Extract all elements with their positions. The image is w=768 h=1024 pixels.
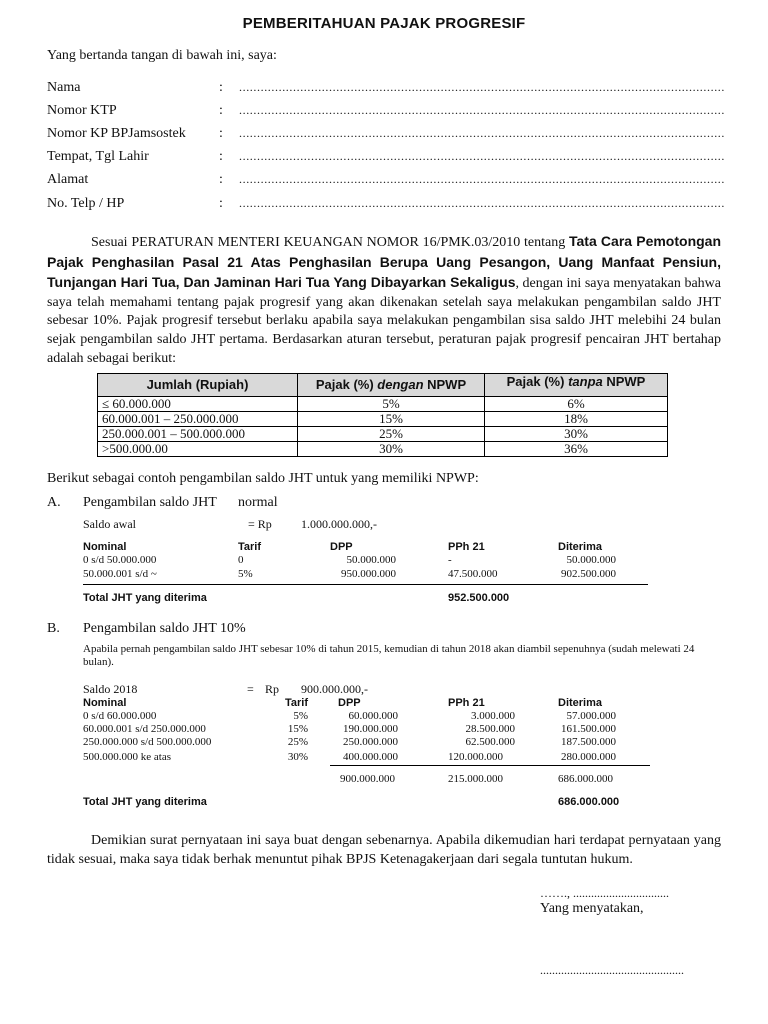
section-b-total-label: Total JHT yang diterima xyxy=(83,796,207,808)
section-b-header-diterima: Diterima xyxy=(558,697,603,709)
header-without-npwp-em: tanpa xyxy=(568,374,603,389)
section-b-row2-nominal: 60.000.001 s/d 250.000.000 xyxy=(83,723,206,735)
section-b-row4-tarif: 30% xyxy=(287,751,308,763)
cell-npwp: 30% xyxy=(298,442,485,457)
cell-non-npwp: 6% xyxy=(485,397,668,412)
field-label: Tempat, Tgl Lahir xyxy=(47,149,149,164)
header-amount: Jumlah (Rupiah) xyxy=(98,374,298,397)
section-b-row4-nominal: 500.000.000 ke atas xyxy=(83,751,171,763)
section-a-header-dpp: DPP xyxy=(330,541,353,553)
cell-non-npwp: 18% xyxy=(485,412,668,427)
field-label: No. Telp / HP xyxy=(47,196,125,211)
regulation-text-1: Sesuai PERATURAN MENTERI KEUANGAN NOMOR 16/PMK.03/2010 tentang xyxy=(91,235,569,250)
section-a-row1-tarif: 0 xyxy=(238,554,244,566)
field-label: Nomor KP BPJamsostek xyxy=(47,126,186,141)
table-row xyxy=(98,412,668,427)
section-a-marker: A. xyxy=(47,495,61,510)
field-label: Nama xyxy=(47,80,81,95)
section-b-saldo-eq: = xyxy=(247,682,254,696)
section-a-total-label: Total JHT yang diterima xyxy=(83,592,207,604)
section-a-rule xyxy=(83,584,648,585)
section-a-row1-dpp: 50.000.000 xyxy=(346,554,396,566)
section-b-row4-diterima: 280.000.000 xyxy=(561,751,616,763)
field-colon: : xyxy=(219,126,223,141)
field-colon: : xyxy=(219,149,223,164)
section-b-header-nominal: Nominal xyxy=(83,697,127,709)
table-header-row xyxy=(98,374,668,397)
cell-npwp: 15% xyxy=(298,412,485,427)
example-intro: Berikut sebagai contoh pengambilan saldo JHT untuk yang memiliki NPWP: xyxy=(47,471,479,486)
field-blank-line[interactable]: ....................................................................................................................................... xyxy=(239,196,725,210)
section-a-row1-nominal: 0 s/d 50.000.000 xyxy=(83,554,157,566)
field-blank-line[interactable]: ....................................................................................................................................... xyxy=(239,149,725,163)
section-b-row1-pph: 3.000.000 xyxy=(471,710,515,722)
section-b-row3-tarif: 25% xyxy=(287,736,308,748)
intro-text: Yang bertanda tangan di bawah ini, saya: xyxy=(47,48,277,63)
header-without-npwp-pre: Pajak (%) xyxy=(506,374,569,389)
section-b-row1-dpp: 60.000.000 xyxy=(348,710,398,722)
section-a-saldo-label: Saldo awal xyxy=(83,517,136,531)
signature-place-date[interactable]: ……., ................................ xyxy=(540,886,669,900)
section-b-rule xyxy=(330,765,650,766)
header-with-npwp-em: dengan xyxy=(377,377,424,392)
cell-npwp: 5% xyxy=(298,397,485,412)
section-b-row3-pph: 62.500.000 xyxy=(465,736,515,748)
section-a-heading-tail: normal xyxy=(238,495,278,510)
section-a-row2-diterima: 902.500.000 xyxy=(561,568,616,580)
section-b-note: Apabila pernah pengambilan saldo JHT sebesar 10% di tahun 2015, kemudian di tahun 2018 akan diambil sepenuhnya (sudah melewati 24 bulan). xyxy=(83,643,695,668)
section-b-header-tarif: Tarif xyxy=(285,697,309,709)
tax-rate-table xyxy=(97,373,668,457)
cell-range: >500.000.00 xyxy=(98,442,298,457)
field-label: Nomor KTP xyxy=(47,103,117,118)
regulation-title: Tata Cara Pemotongan Pajak Penghasilan Pasal 21 Atas Penghasilan Berupa Uang Pesangon, Uang Manfaat Pensiun, Tunjangan Hari Tua, Dan Jaminan Hari Tua Yang Dibayarkan Sekaligus xyxy=(47,233,722,291)
cell-range: 250.000.001 – 500.000.000 xyxy=(98,427,298,442)
signature-line[interactable]: ................................................ xyxy=(540,963,684,977)
section-a-row2-nominal: 50.000.001 s/d ~ xyxy=(83,568,157,580)
header-with-npwp xyxy=(298,374,485,397)
section-b-row1-nominal: 0 s/d 60.000.000 xyxy=(83,710,157,722)
regulation-paragraph xyxy=(47,232,721,368)
section-b-heading: Pengambilan saldo JHT 10% xyxy=(83,621,246,636)
cell-npwp: 25% xyxy=(298,427,485,442)
section-b-row3-nominal: 250.000.000 s/d 500.000.000 xyxy=(83,736,212,748)
cell-non-npwp: 30% xyxy=(485,427,668,442)
section-b-row3-diterima: 187.500.000 xyxy=(561,736,616,748)
regulation-text-2: , dengan ini saya menyatakan bahwa saya telah memahami tentang pajak progresif yang akan dikenakan setelah saya melakukan pengambilan saldo JHT sebesar 10%. Pajak progresif tersebut berlaku apabila saya melakukan pengambilan sisa saldo JHT melebihi 24 bulan sejak pengambilan saldo JHT pertama. Berdasarkan aturan tersebut, peraturan pajak progresif pencairan JHT bertahap adalah sebagai berikut: xyxy=(47,276,721,366)
cell-non-npwp: 36% xyxy=(485,442,668,457)
field-blank-line[interactable]: ....................................................................................................................................... xyxy=(239,80,725,94)
section-b-sum-dpp: 900.000.000 xyxy=(340,773,395,785)
section-a-row1-pph: - xyxy=(448,554,452,566)
section-a-header-nominal: Nominal xyxy=(83,541,127,553)
section-b-row2-tarif: 15% xyxy=(287,723,308,735)
header-with-npwp-pre: Pajak (%) xyxy=(315,377,378,392)
field-blank-line[interactable]: ....................................................................................................................................... xyxy=(239,126,725,140)
section-a-row2-tarif: 5% xyxy=(238,568,253,580)
field-colon: : xyxy=(219,196,223,211)
field-colon: : xyxy=(219,103,223,118)
section-b-saldo-value: 900.000.000,- xyxy=(301,682,368,696)
section-a-row2-pph: 47.500.000 xyxy=(448,568,498,580)
section-b-row2-dpp: 190.000.000 xyxy=(343,723,398,735)
field-blank-line[interactable]: ....................................................................................................................................... xyxy=(239,172,725,186)
section-a-row2-dpp: 950.000.000 xyxy=(341,568,396,580)
section-b-saldo-label: Saldo 2018 xyxy=(83,682,138,696)
section-b-sum-diterima: 686.000.000 xyxy=(558,773,613,785)
field-label: Alamat xyxy=(47,172,89,187)
section-a-row1-diterima: 50.000.000 xyxy=(566,554,616,566)
field-blank-line[interactable]: ....................................................................................................................................... xyxy=(239,103,725,117)
table-row xyxy=(98,427,668,442)
section-b-row3-dpp: 250.000.000 xyxy=(343,736,398,748)
cell-range: ≤ 60.000.000 xyxy=(98,397,298,412)
closing-paragraph: Demikian surat pernyataan ini saya buat dengan sebenarnya. Apabila dikemudian hari terdapat pernyataan yang tidak sesuai, maka saya tidak berhak menuntut pihak BPJS Ketenagakerjaan dari segala tuntutan hukum. xyxy=(47,833,721,867)
section-b-sum-pph: 215.000.000 xyxy=(448,773,503,785)
header-with-npwp-post: NPWP xyxy=(423,377,467,392)
field-colon: : xyxy=(219,172,223,187)
section-b-header-dpp: DPP xyxy=(338,697,361,709)
section-a-header-diterima: Diterima xyxy=(558,541,603,553)
section-a-header-pph: PPh 21 xyxy=(448,541,485,553)
cell-range: 60.000.001 – 250.000.000 xyxy=(98,412,298,427)
section-b-row1-tarif: 5% xyxy=(293,710,308,722)
table-row xyxy=(98,397,668,412)
header-without-npwp-post: NPWP xyxy=(602,374,646,389)
section-a-saldo-value: 1.000.000.000,- xyxy=(301,517,377,531)
section-a-header-tarif: Tarif xyxy=(238,541,262,553)
section-b-total-value: 686.000.000 xyxy=(558,796,620,808)
section-b-row2-pph: 28.500.000 xyxy=(465,723,515,735)
section-b-row4-pph: 120.000.000 xyxy=(448,751,503,763)
section-b-marker: B. xyxy=(47,621,60,636)
section-b-row1-diterima: 57.000.000 xyxy=(566,710,616,722)
section-b-header-pph: PPh 21 xyxy=(448,697,485,709)
section-a-saldo-eq: = Rp xyxy=(248,517,272,531)
table-row xyxy=(98,442,668,457)
document-title: PEMBERITAHUAN PAJAK PROGRESIF xyxy=(242,15,526,32)
section-a-heading: Pengambilan saldo JHT xyxy=(83,495,217,510)
signature-declarer: Yang menyatakan, xyxy=(540,901,644,916)
section-b-row2-diterima: 161.500.000 xyxy=(561,723,616,735)
section-a-total-value: 952.500.000 xyxy=(448,592,510,604)
header-without-npwp xyxy=(485,374,668,397)
section-b-saldo-rp: Rp xyxy=(265,682,280,696)
field-colon: : xyxy=(219,80,223,95)
section-b-row4-dpp: 400.000.000 xyxy=(343,751,398,763)
